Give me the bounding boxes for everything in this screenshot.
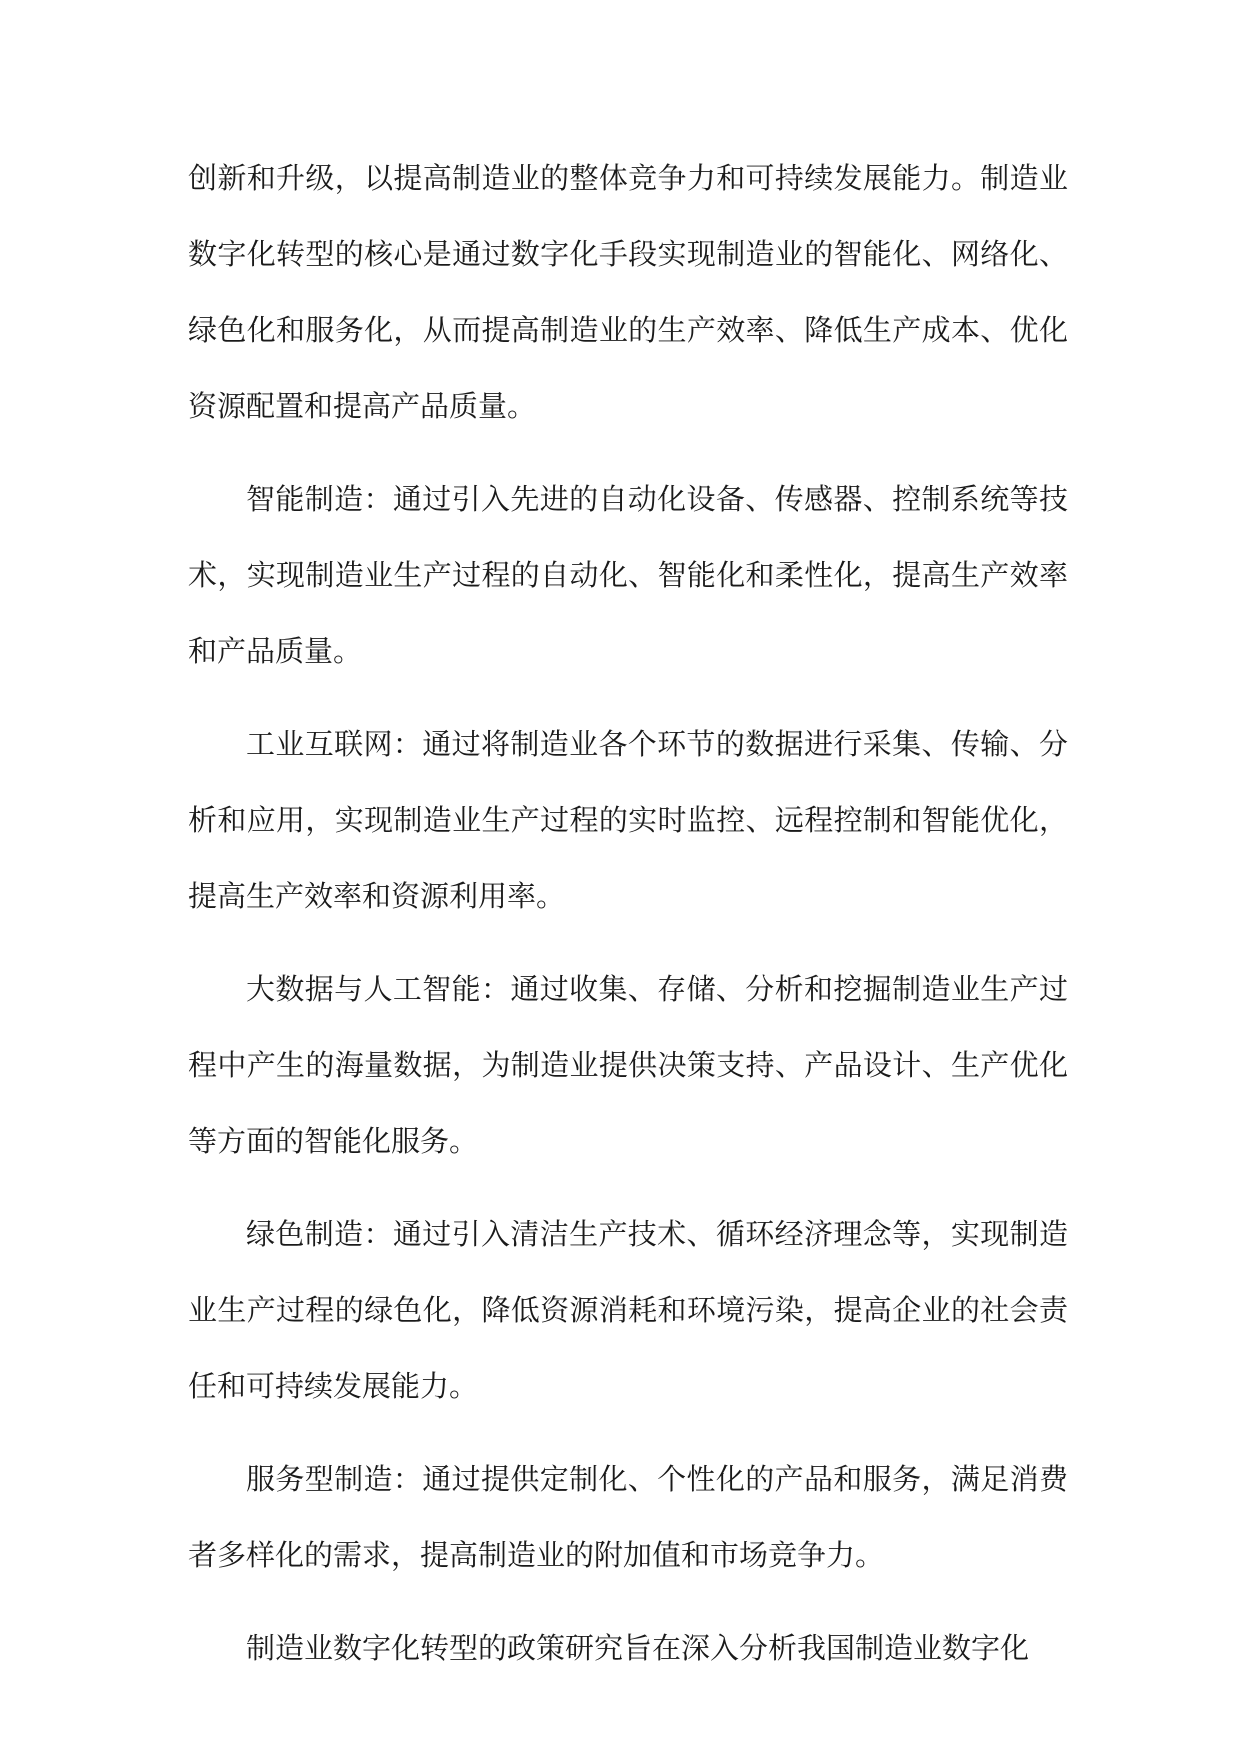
paragraph-smart-manufacturing: 智能制造：通过引入先进的自动化设备、传感器、控制系统等技术，实现制造业生产过程的自动化、智能化和柔性化，提高生产效率和产品质量。 xyxy=(188,482,1068,668)
paragraph-policy-research: 制造业数字化转型的政策研究旨在深入分析我国制造业数字化 xyxy=(246,1631,1030,1665)
paragraph-big-data-ai: 大数据与人工智能：通过收集、存储、分析和挖掘制造业生产过程中产生的海量数据，为制造业提供决策支持、产品设计、生产优化等方面的智能化服务。 xyxy=(188,972,1068,1158)
document-body xyxy=(188,140,1068,1703)
paragraph-service-manufacturing: 服务型制造：通过提供定制化、个性化的产品和服务，满足消费者多样化的需求，提高制造业的附加值和市场竞争力。 xyxy=(188,1462,1068,1572)
paragraph-continuation: 创新和升级，以提高制造业的整体竞争力和可持续发展能力。制造业数字化转型的核心是通过数字化手段实现制造业的智能化、网络化、绿色化和服务化，从而提高制造业的生产效率、降低生产成本、优化资源配置和提高产品质量。 xyxy=(188,161,1068,423)
paragraph-green-manufacturing: 绿色制造：通过引入清洁生产技术、循环经济理念等，实现制造业生产过程的绿色化，降低资源消耗和环境污染，提高企业的社会责任和可持续发展能力。 xyxy=(188,1217,1068,1403)
paragraph-industrial-internet: 工业互联网：通过将制造业各个环节的数据进行采集、传输、分析和应用，实现制造业生产过程的实时监控、远程控制和智能优化，提高生产效率和资源利用率。 xyxy=(188,727,1068,913)
